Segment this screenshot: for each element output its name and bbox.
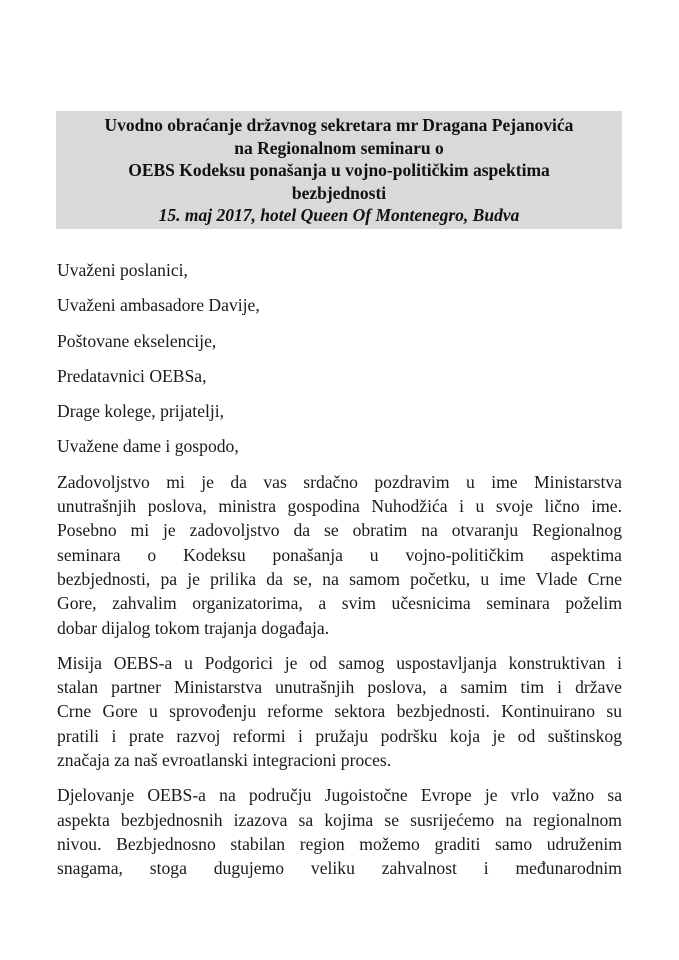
- paragraph-line: seminara o Kodeksu ponašanja u vojno-političkim aspektima: [57, 544, 622, 565]
- paragraph-osce-mission: [57, 651, 622, 772]
- title-line: OEBS Kodeksu ponašanja u vojno-političkim aspektima: [128, 160, 550, 181]
- paragraph-line: značaja za naš evroatlanski integracioni proces.: [57, 750, 392, 771]
- paragraph-line: stalan partner Ministarstva unutrašnjih poslova, a samim tim i države: [57, 677, 622, 698]
- title-line: Uvodno obraćanje državnog sekretara mr Dragana Pejanovića: [104, 115, 574, 135]
- title-box: [56, 111, 622, 229]
- salutation: Uvaženi ambasadore Davije,: [57, 295, 260, 316]
- salutation: Predatavnici OEBSa,: [57, 365, 207, 386]
- paragraph-line: Gore, zahvalim organizatorima, a svim učesnicima seminara poželim: [57, 593, 622, 614]
- paragraph-welcome: [57, 470, 622, 640]
- paragraph-line: Zadovoljstvo mi je da vas srdačno pozdravim u ime Ministarstva: [57, 471, 622, 492]
- paragraph-line: Djelovanje OEBS-a na području Jugoistočne Evrope je vrlo važno sa: [57, 785, 622, 806]
- paragraph-line: snagama, stoga dugujemo veliku zahvalnost i međunarodnim: [57, 858, 622, 879]
- paragraph-line: bezbjednosti, pa je prilika da se, na samom početku, u ime Vlade Crne: [57, 568, 622, 589]
- title-line: bezbjednosti: [291, 182, 387, 203]
- paragraph-line: unutrašnjih poslova, ministra gospodina Nuhodžića i u svoje lično ime.: [57, 496, 622, 517]
- salutation: Poštovane ekselencije,: [57, 330, 217, 351]
- paragraph-line: Misija OEBS-a u Podgorici je od samog uspostavljanja konstruktivan i: [57, 652, 622, 673]
- salutation: Drage kolege, prijatelji,: [57, 401, 225, 422]
- paragraph-line: aspekta bezbjednosnih izazova sa kojima se susrijećemo na regionalnom: [57, 809, 622, 830]
- paragraph-line: pratili i prate razvoj reformi i pružaju podršku koja je od suštinskog: [57, 725, 622, 746]
- title-date-line: 15. maj 2017, hotel Queen Of Montenegro, Budva: [158, 205, 520, 226]
- paragraph-line: nivou. Bezbjednosno stabilan region možemo graditi samo udruženim: [57, 833, 622, 854]
- paragraph-line: Posebno mi je zadovoljstvo da se obratim na otvaranju Regionalnog: [57, 520, 622, 541]
- paragraph-line: Crne Gore u sprovođenju reforme sektora bezbjednosti. Kontinuirano su: [57, 701, 622, 722]
- paragraph-line: dobar dijalog tokom trajanja događaja.: [57, 617, 330, 638]
- paragraph-southeast-europe: [57, 783, 622, 880]
- salutation: Uvažene dame i gospodo,: [57, 436, 239, 457]
- salutation: Uvaženi poslanici,: [57, 260, 188, 280]
- document-body: [57, 258, 622, 892]
- title-line: na Regionalnom seminaru o: [234, 137, 444, 158]
